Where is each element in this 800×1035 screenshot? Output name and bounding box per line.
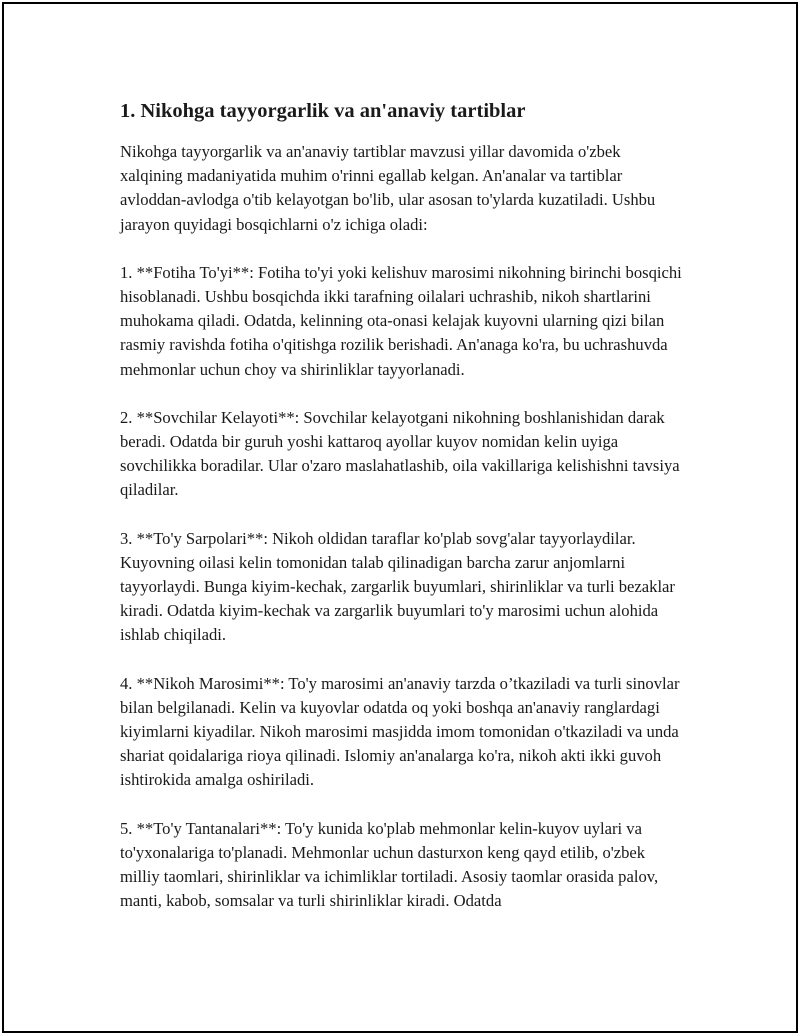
document-page	[2, 2, 798, 1033]
paragraph-toy-tantanalari: 5. **To'y Tantanalari**: To'y kunida ko'plab mehmonlar kelin-kuyov uylari va to'yxonalariga to'planadi. Mehmonlar uchun dasturxon keng qayd etilib, o'zbek milliy taomlari, shirinliklar va ichimliklar tortiladi. Asosiy taomlar orasida palov, manti, kabob, somsalar va turli shirinliklar kiradi. Odatda	[120, 818, 659, 911]
section-heading: 1. Nikohga tayyorgarlik va an'anaviy tartiblar	[120, 100, 526, 122]
document-body	[120, 98, 686, 937]
paragraph-sovchilar-kelayoti: 2. **Sovchilar Kelayoti**: Sovchilar kelayotgani nikohning boshlanishidan darak beradi. Odatda bir guruh yoshi kattaroq ayollar kuyov nomidan kelin uyiga sovchilikka boradilar. Ular o'zaro maslahatlashib, oila vakillariga kelishishni tavsiya qiladilar.	[120, 407, 680, 500]
paragraph-toy-sarpolari: 3. **To'y Sarpolari**: Nikoh oldidan taraflar ko'plab sovg'alar tayyorlaydilar. Kuyovning oilasi kelin tomonidan talab qilinadigan barcha zarur anjomlarni tayyorlaydi. Bunga kiyim-kechak, zargarlik buyumlari, shirinliklar va turli bezaklar kiradi. Odatda kiyim-kechak va zargarlik buyumlari to'y marosimi uchun alohida ishlab chiqiladi.	[120, 528, 675, 645]
paragraph-fotiha-toyi: 1. **Fotiha To'yi**: Fotiha to'yi yoki kelishuv marosimi nikohning birinchi bosqichi hisoblanadi. Ushbu bosqichda ikki tarafning oilalari uchrashib, nikoh shartlarini muhokama qiladi. Odatda, kelinning ota-onasi kelajak kuyovni ularning qizi bilan rasmiy ravishda fotiha o'qitishga rozilik berishadi. An'anaga ko'ra, bu uchrashuvda mehmonlar uchun choy va shirinliklar tayyorlanadi.	[120, 262, 682, 379]
paragraph-nikoh-marosimi: 4. **Nikoh Marosimi**: To'y marosimi an'anaviy tarzda o’tkaziladi va turli sinovlar bilan belgilanadi. Kelin va kuyovlar odatda oq yoki boshqa an'anaviy ranglardagi kiyimlarni kiyadilar. Nikoh marosimi masjidda imom tomonidan o'tkaziladi va unda shariat qoidalariga rioya qilinadi. Islomiy an'analarga ko'ra, nikoh akti ikki guvoh ishtirokida amalga oshiriladi.	[120, 673, 680, 790]
intro-paragraph: Nikohga tayyorgarlik va an'anaviy tartiblar mavzusi yillar davomida o'zbek xalqining madaniyatida muhim o'rinni egallab kelgan. An'analar va tartiblar avloddan-avlodga o'tib kelayotgan bo'lib, ular asosan to'ylarda kuzatiladi. Ushbu jarayon quyidagi bosqichlarni o'z ichiga oladi:	[120, 142, 656, 234]
